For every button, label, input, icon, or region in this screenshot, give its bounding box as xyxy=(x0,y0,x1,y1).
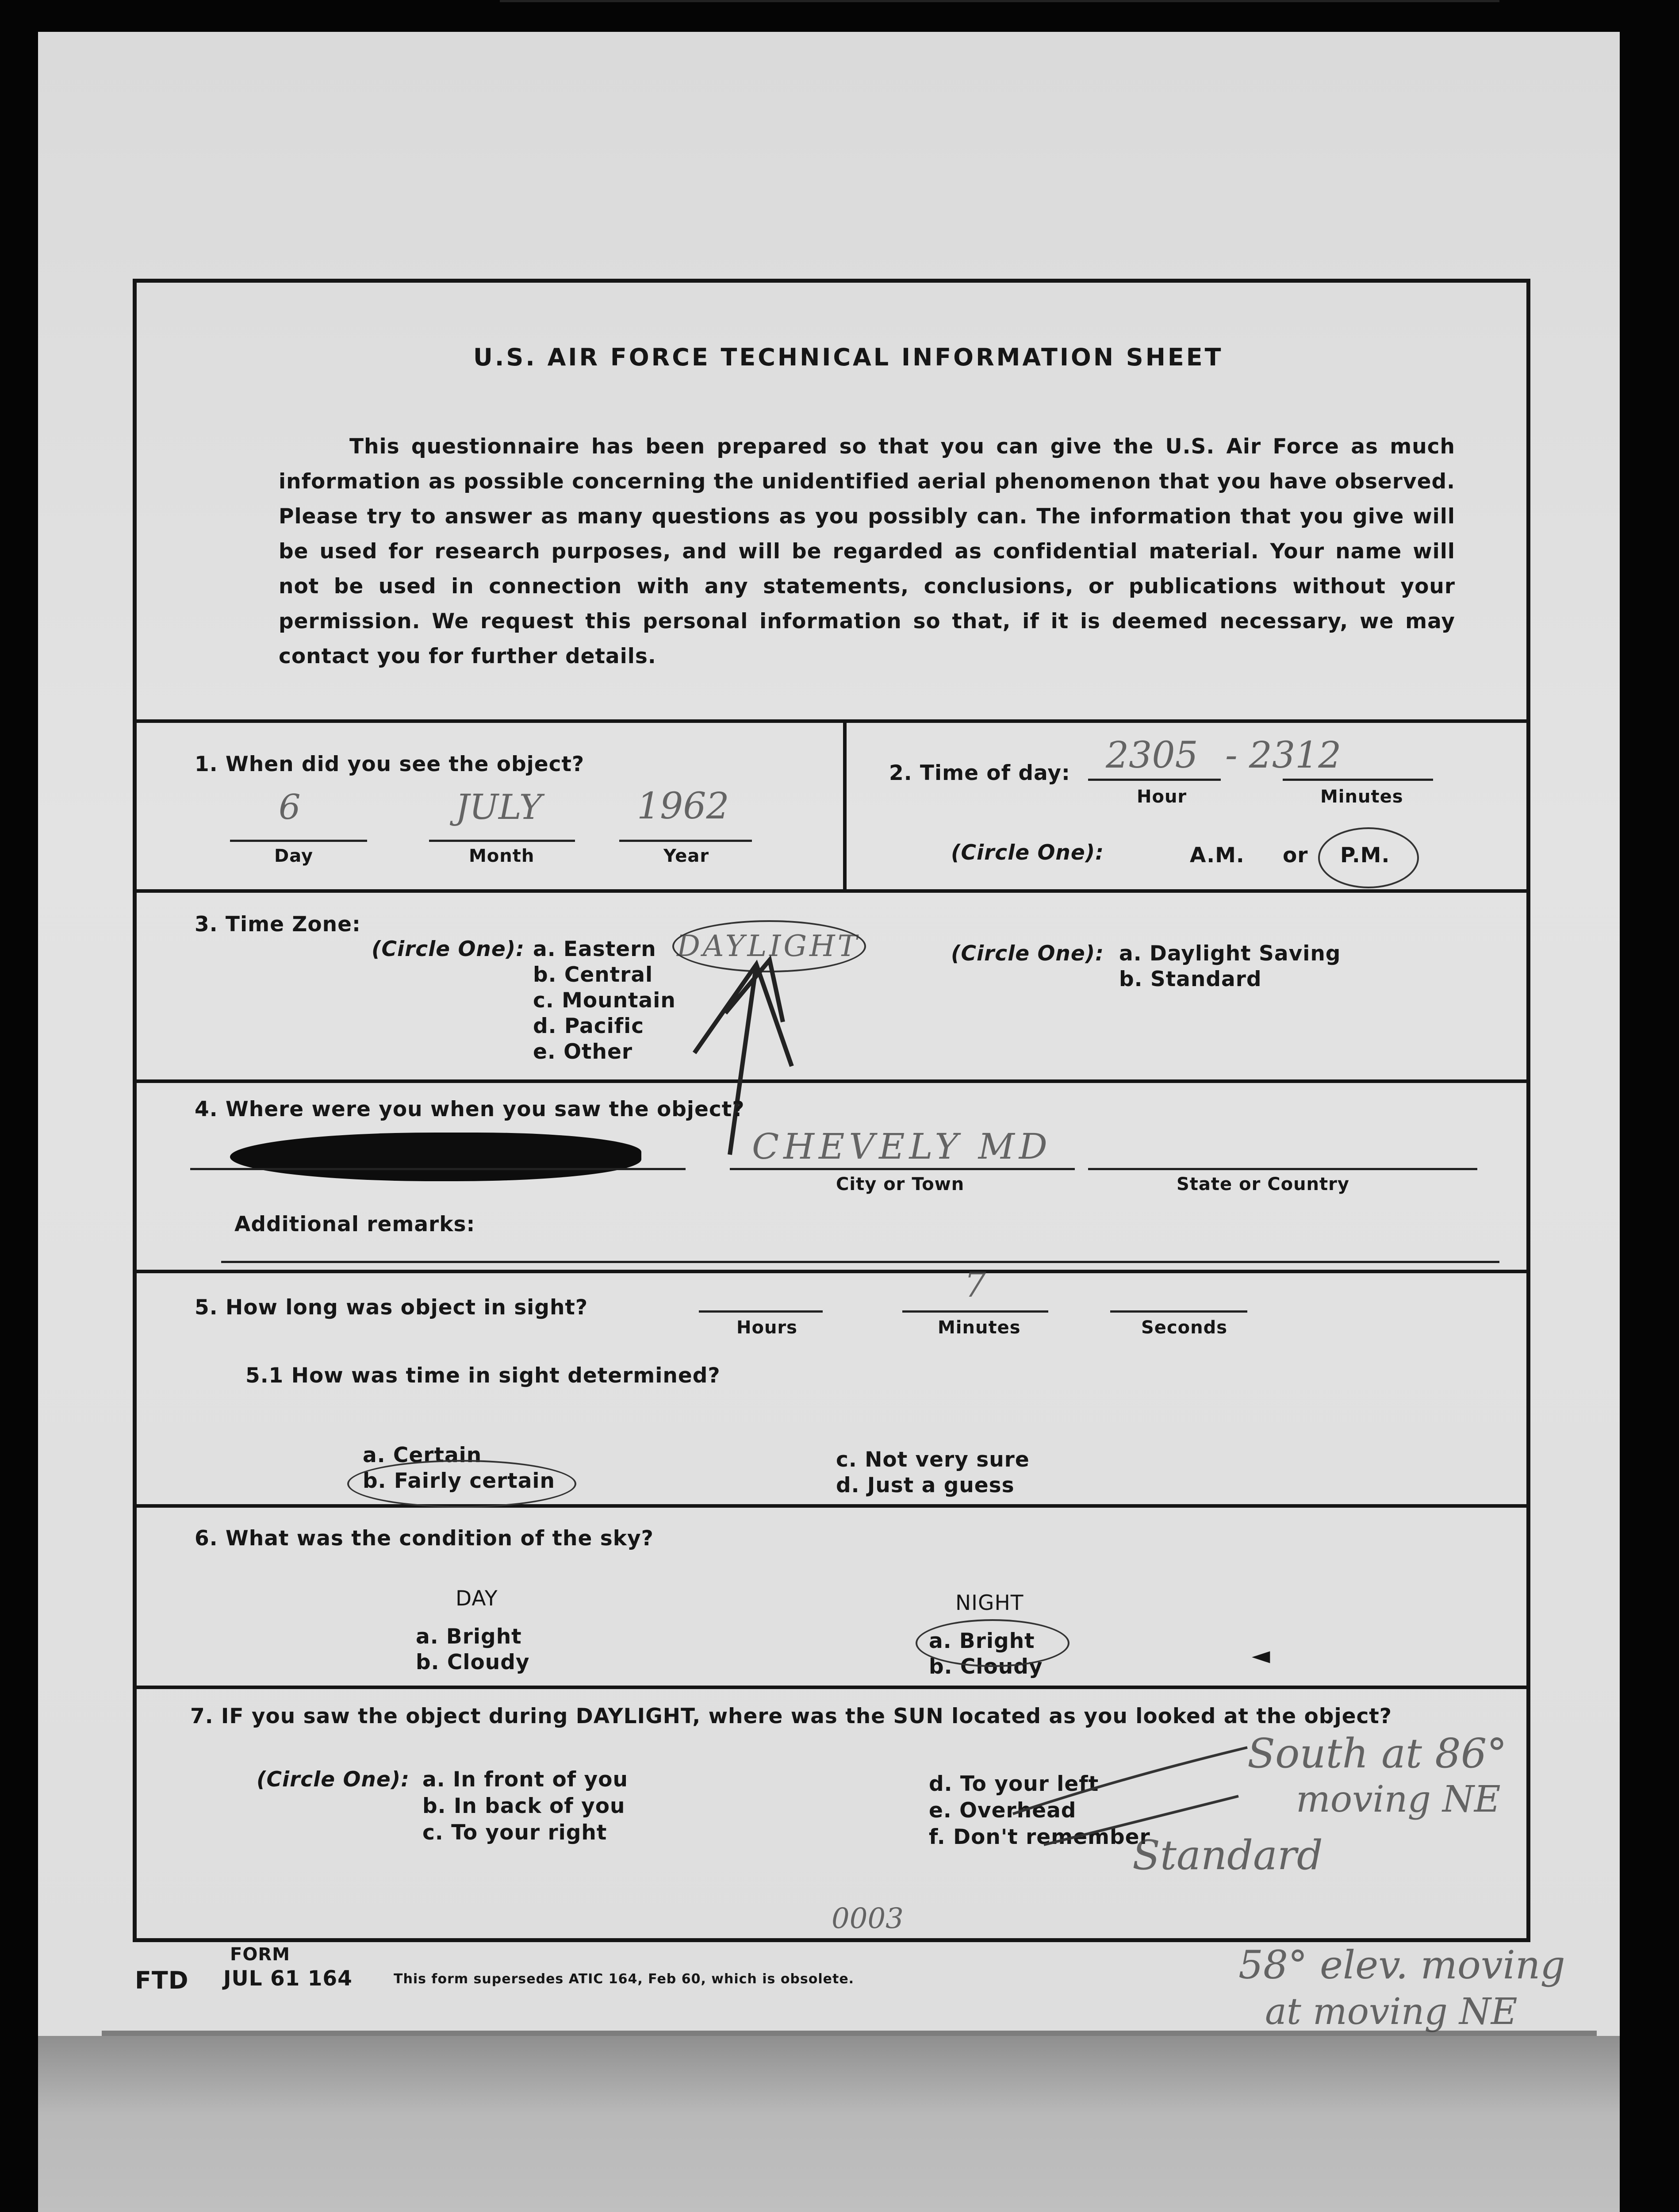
q2-pm: P.M. xyxy=(1340,843,1390,868)
q7-dont-remember: f. Don't remember xyxy=(929,1825,1150,1849)
q1-label: 1. When did you see the object? xyxy=(195,752,585,776)
q3-label: 3. Time Zone: xyxy=(195,912,361,937)
q6-night-heading: NIGHT xyxy=(955,1591,1024,1615)
q3-daylight-handwritten: DAYLIGHT xyxy=(677,929,860,963)
q4-name-line xyxy=(190,1168,686,1170)
q7-in-back: b. In back of you xyxy=(422,1794,625,1818)
q6-day-cloudy: b. Cloudy xyxy=(416,1650,530,1674)
q7-overhead: e. Overhead xyxy=(929,1798,1077,1823)
margin-arrow-mark: ◄ xyxy=(1252,1641,1271,1669)
footer-form-label: FORM xyxy=(230,1944,290,1965)
q1-year-label: Year xyxy=(663,846,709,866)
q3-zone-eastern: a. Eastern xyxy=(533,937,656,961)
q3-circle-one-2: (Circle One): xyxy=(951,941,1104,966)
q3-daylight-saving: a. Daylight Saving xyxy=(1119,941,1341,966)
q6-day-heading: DAY xyxy=(456,1586,498,1611)
q3-zone-other: e. Other xyxy=(533,1040,633,1064)
q5-fairly-certain: b. Fairly certain xyxy=(363,1469,555,1493)
divider xyxy=(133,889,1530,893)
q7-to-right: c. To your right xyxy=(422,1820,607,1845)
q2-hour-label: Hour xyxy=(1137,787,1187,807)
page-title: U.S. AIR FORCE TECHNICAL INFORMATION SHEET xyxy=(473,343,1223,371)
night-bright-circle-mark xyxy=(916,1619,1070,1667)
q1-day-line xyxy=(230,840,367,842)
q2-am: A.M. xyxy=(1190,843,1245,868)
q3-zone-mountain: c. Mountain xyxy=(533,988,676,1013)
q5-minutes-value: 7 xyxy=(964,1265,986,1305)
q4-state-label: State or Country xyxy=(1177,1174,1349,1194)
q3-circle-one: (Circle One): xyxy=(372,937,525,961)
q1-day-value: 6 xyxy=(279,787,301,827)
q3-zone-pacific: d. Pacific xyxy=(533,1014,644,1038)
annotation-south: South at 86° xyxy=(1247,1730,1507,1777)
intro-paragraph: This questionnaire has been prepared so that you can give the U.S. Air Force as much information as possible concerning the unidentified aerial phenomenon that you have observed. Please try to answer as many questions as you possibly can. The information that you give will be used for research purposes, and will be regarded as confidential material. Your name will not be used in connection with any statements, conclusions, or publications without your permission. We request this personal information so that, if it is deemed necessary, we may contact you for further details. xyxy=(279,434,1455,668)
backing-board xyxy=(38,2036,1620,2212)
q7-label: 7. IF you saw the object during DAYLIGHT, where was the SUN located as you looked at the object? xyxy=(190,1704,1392,1728)
q6-day-bright: a. Bright xyxy=(416,1624,522,1649)
q2-minutes-value: - 2312 xyxy=(1225,734,1342,776)
q4-city-value: CHEVELY MD xyxy=(752,1126,1052,1167)
divider xyxy=(133,1686,1530,1689)
divider xyxy=(133,1270,1530,1273)
footer-form-number: JUL 61 164 xyxy=(223,1966,353,1991)
annotation-moving-ne: moving NE xyxy=(1296,1778,1501,1820)
q2-or: or xyxy=(1283,843,1308,868)
q4-remarks-line-2 xyxy=(221,1261,1499,1263)
q5-not-very-sure: c. Not very sure xyxy=(836,1448,1030,1472)
q5-hours-line xyxy=(699,1310,823,1313)
q4-city-label: City or Town xyxy=(836,1174,965,1194)
q1-month-value: JULY xyxy=(456,787,542,827)
q1-month-line xyxy=(429,840,575,842)
annotation-0003: 0003 xyxy=(832,1902,904,1935)
footer-supersedes-note: This form supersedes ATIC 164, Feb 60, which is obsolete. xyxy=(394,1971,855,1987)
q6-label: 6. What was the condition of the sky? xyxy=(195,1526,654,1551)
footer-ftd: FTD xyxy=(135,1966,189,1994)
q7-circle-one: (Circle One): xyxy=(257,1767,410,1792)
q1-day-label: Day xyxy=(274,846,314,866)
divider xyxy=(133,719,1530,723)
annotation-elevation: 58° elev. moving xyxy=(1238,1942,1565,1988)
q4-label: 4. Where were you when you saw the object? xyxy=(195,1097,745,1121)
q5-minutes-label: Minutes xyxy=(938,1317,1021,1338)
handwritten-strokes xyxy=(1008,1739,1256,1854)
q5-seconds-line xyxy=(1110,1310,1247,1313)
q2-minutes-line xyxy=(1283,779,1433,781)
divider xyxy=(133,1079,1530,1083)
q5-certain: a. Certain xyxy=(363,1443,482,1467)
q7-to-left: d. To your left xyxy=(929,1772,1099,1796)
q6-night-bright: a. Bright xyxy=(929,1629,1035,1653)
q2-hour-value: 2305 xyxy=(1106,734,1198,776)
q7-in-front: a. In front of you xyxy=(422,1767,628,1792)
q5-seconds-label: Seconds xyxy=(1141,1317,1228,1338)
q4-remarks-label: Additional remarks: xyxy=(234,1212,475,1237)
q2-hour-line xyxy=(1088,779,1221,781)
q4-state-line xyxy=(1088,1168,1477,1170)
q5-sub-label: 5.1 How was time in sight determined? xyxy=(245,1363,721,1388)
q5-minutes-line xyxy=(902,1310,1048,1313)
fairly-certain-circle-mark xyxy=(347,1460,576,1508)
redacted-name xyxy=(230,1133,641,1181)
q5-just-a-guess: d. Just a guess xyxy=(836,1473,1015,1498)
pm-circle-mark xyxy=(1318,827,1419,888)
q5-hours-label: Hours xyxy=(736,1317,797,1338)
q2-minutes-label: Minutes xyxy=(1320,787,1403,807)
q1-month-label: Month xyxy=(469,846,535,866)
q1-year-line xyxy=(619,840,752,842)
q3-zone-central: b. Central xyxy=(533,963,653,987)
q1-year-value: 1962 xyxy=(637,785,729,827)
q4-remarks-line-1 xyxy=(500,0,1499,2)
annotation-standard: Standard xyxy=(1132,1832,1323,1879)
q2-circle-one: (Circle One): xyxy=(951,841,1104,865)
q3-standard: b. Standard xyxy=(1119,967,1262,991)
divider xyxy=(843,719,847,890)
q6-night-cloudy: b. Cloudy xyxy=(929,1655,1043,1679)
q2-label: 2. Time of day: xyxy=(889,761,1070,785)
divider xyxy=(133,1504,1530,1508)
q5-label: 5. How long was object in sight? xyxy=(195,1295,588,1320)
q4-city-line xyxy=(730,1168,1075,1170)
annotation-moving-ne-2: at moving NE xyxy=(1265,1991,1518,2033)
